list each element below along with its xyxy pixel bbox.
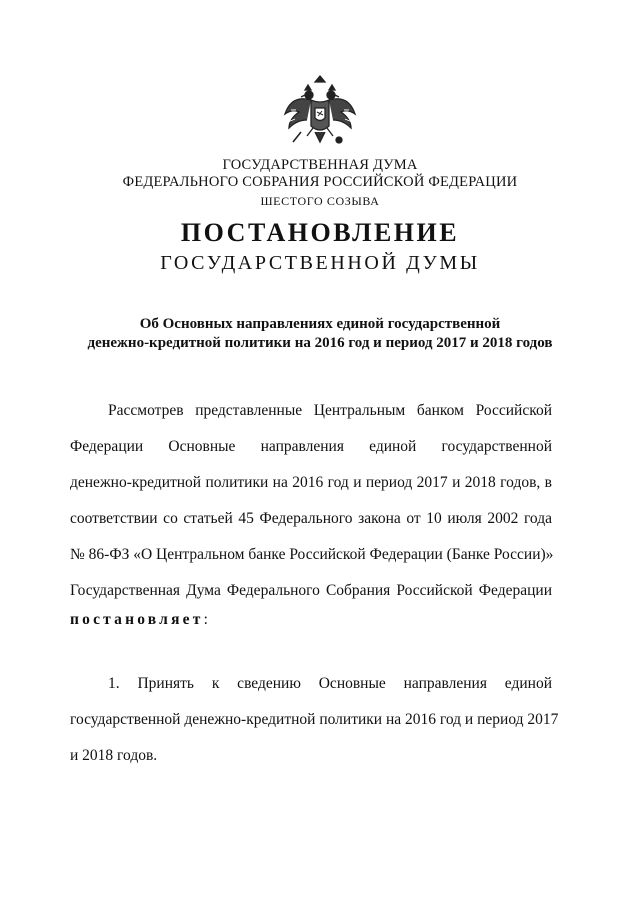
paragraph-2-line-1: 1. Принять к сведению Основные направления единой <box>108 675 552 692</box>
paragraph-2-line-2: государственной денежно-кредитной политики на 2016 год и период 2017 <box>70 711 559 728</box>
document-title: ПОСТАНОВЛЕНИЕ <box>180 218 460 247</box>
paragraph-1-line-5: № 86-ФЗ «О Центральном банке Российской Федерации (Банке России)» <box>70 546 554 563</box>
paragraph-1-line-2: Федерации Основные направления единой государственной <box>70 438 552 455</box>
decree-colon: : <box>203 611 208 628</box>
paragraph-2-line-3: и 2018 годов. <box>70 747 158 764</box>
decree-line <box>70 610 552 630</box>
header-line-3: ШЕСТОГО СОЗЫВА <box>260 194 380 208</box>
decree-word: постановляет <box>70 611 204 628</box>
header-line-1: ГОСУДАРСТВЕННАЯ ДУМА <box>222 157 418 173</box>
paragraph-1-line-3: денежно-кредитной политики на 2016 год и период 2017 и 2018 годов, в <box>70 474 552 491</box>
caption-line-2: денежно-кредитной политики на 2016 год и период 2017 и 2018 годов <box>87 335 553 351</box>
header-line-2: ФЕДЕРАЛЬНОГО СОБРАНИЯ РОССИЙСКОЙ ФЕДЕРАЦИИ <box>122 174 518 190</box>
coat-of-arms-emblem <box>271 70 369 156</box>
paragraph-1-line-1: Рассмотрев представленные Центральным банком Российской <box>108 402 552 419</box>
caption-line-1: Об Основных направлениях единой государственной <box>139 316 501 332</box>
document-subtitle: ГОСУДАРСТВЕННОЙ ДУМЫ <box>160 252 480 274</box>
double-headed-eagle-icon <box>271 70 369 156</box>
paragraph-1-line-4: соответствии со статьей 45 Федерального закона от 10 июля 2002 года <box>70 510 552 527</box>
paragraph-1-line-6: Государственная Дума Федерального Собрания Российской Федерации <box>70 582 552 599</box>
